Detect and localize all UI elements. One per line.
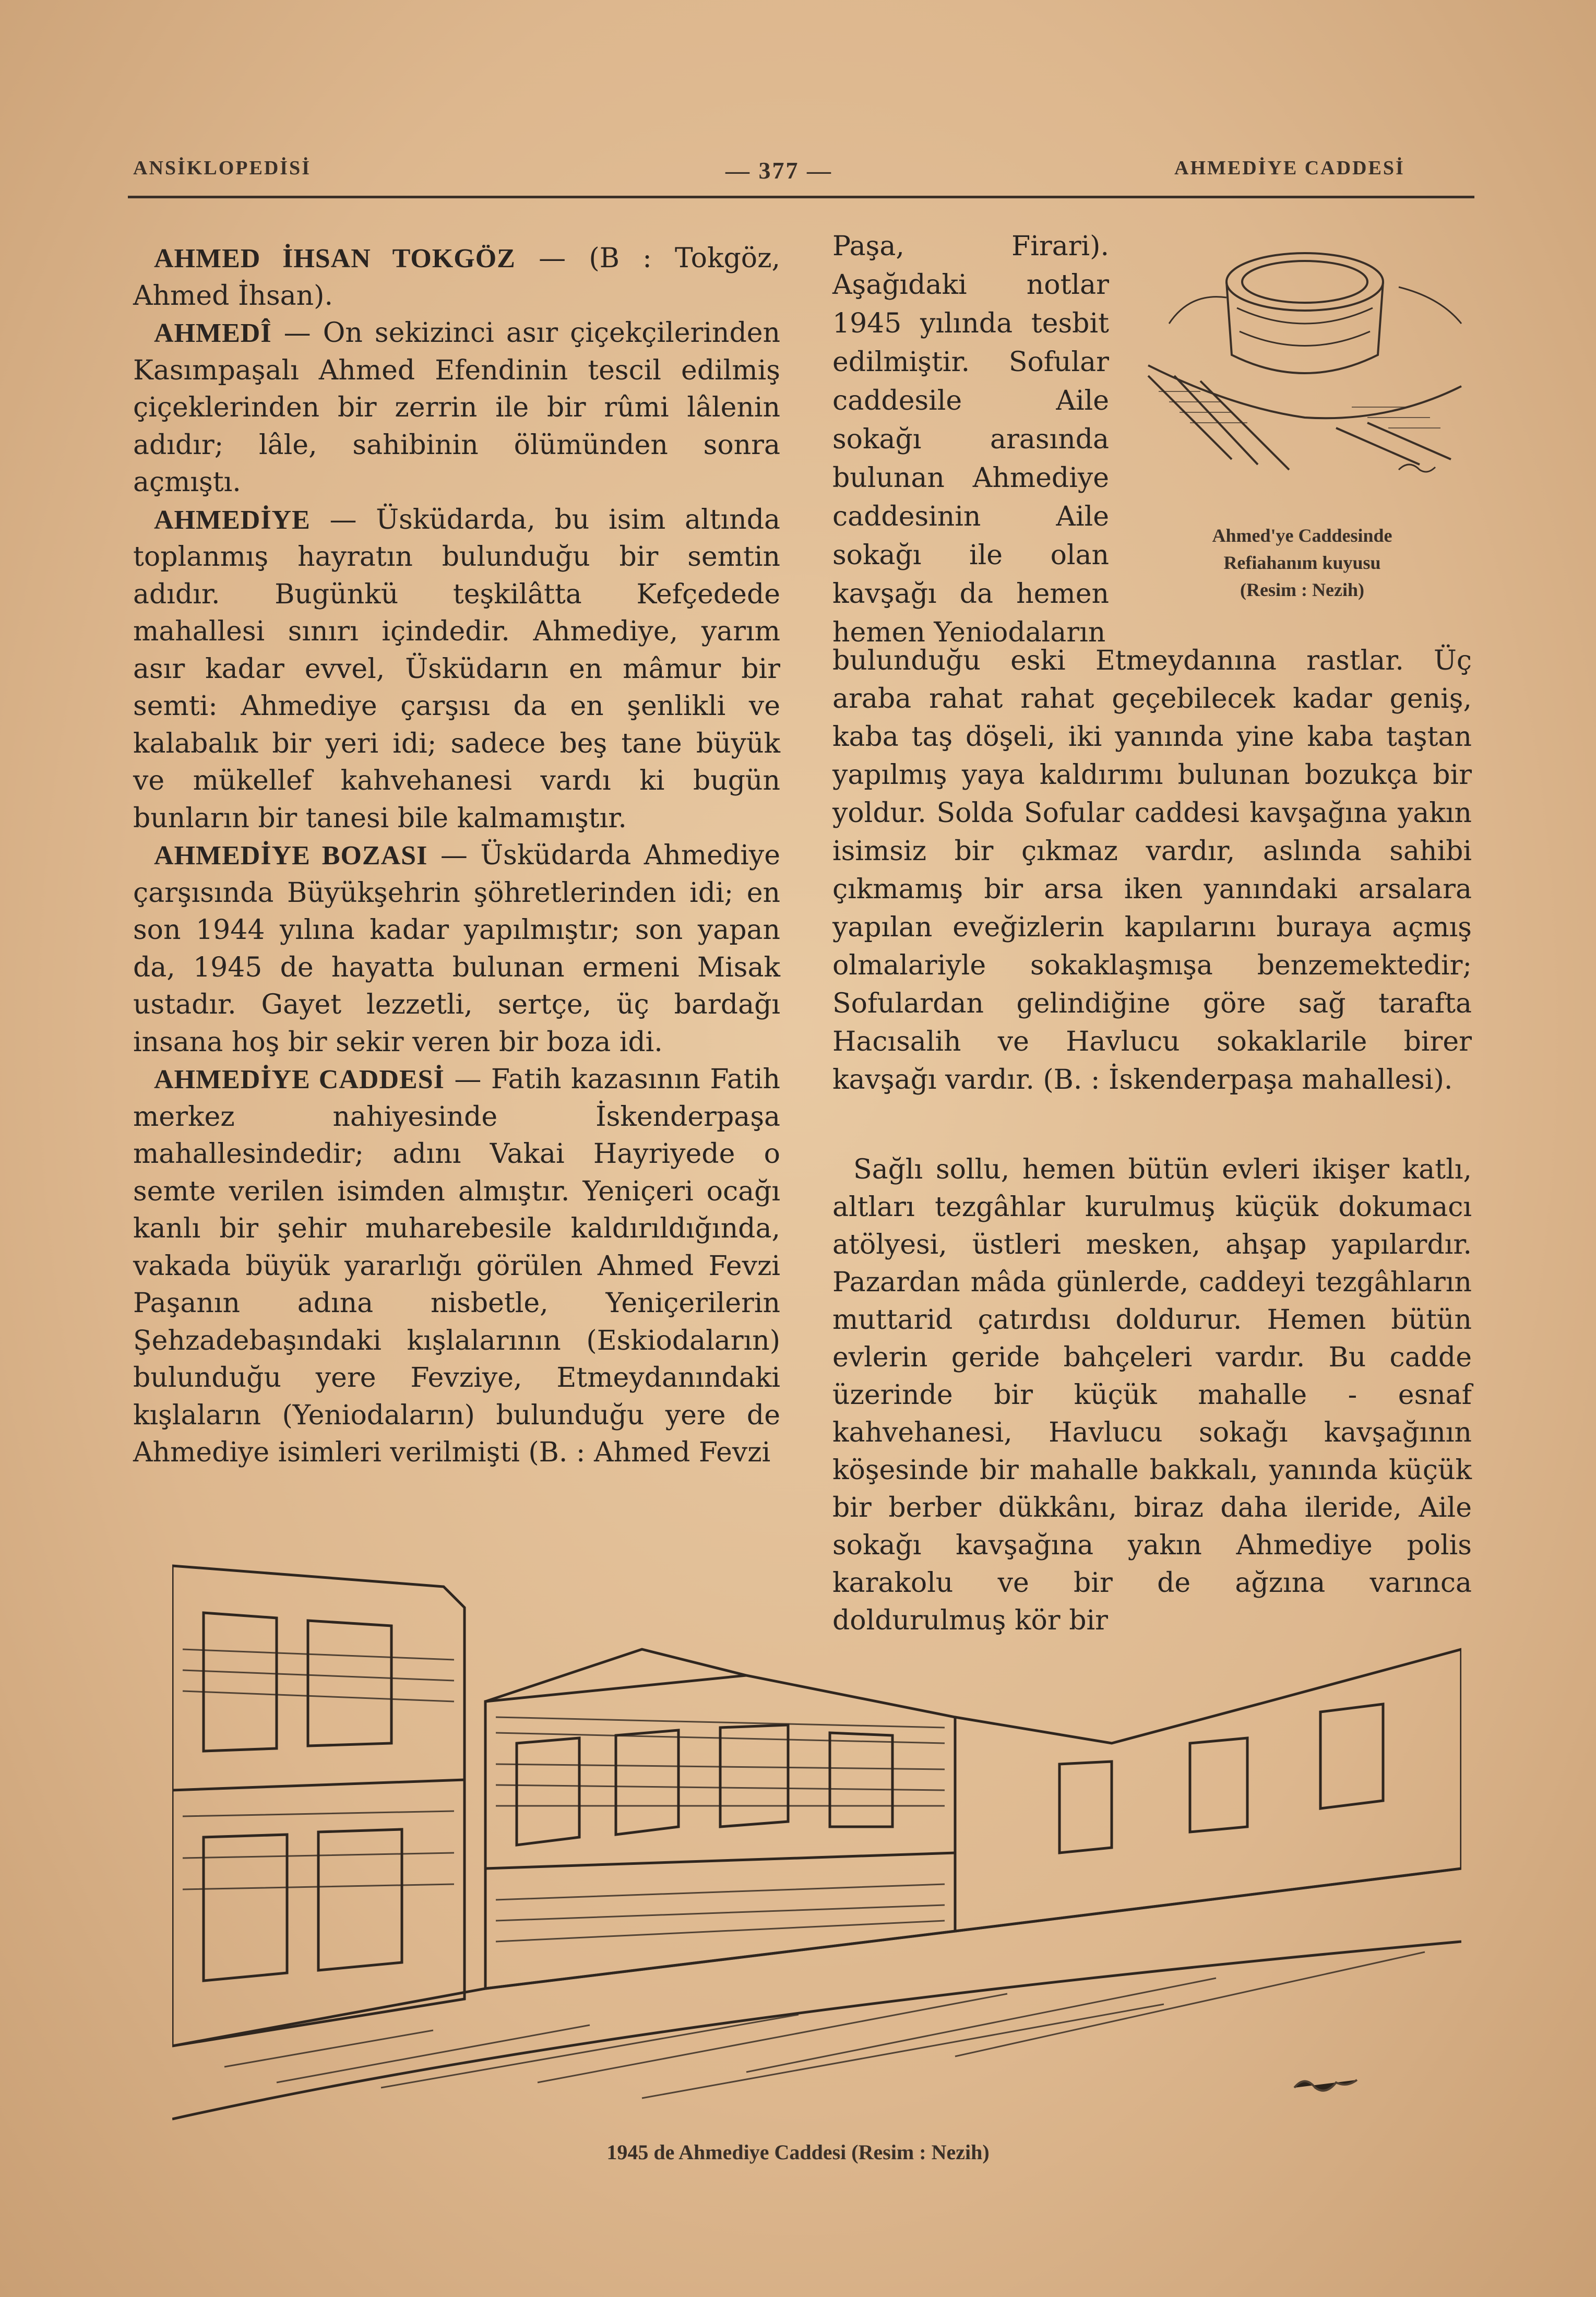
running-header-left: ANSİKLOPEDİSİ [133, 157, 311, 179]
entry-headword: AHMEDÎ [154, 318, 272, 348]
header-rule [128, 196, 1474, 198]
well-illustration [1127, 219, 1482, 511]
entry-text: — Üsküdarda Ahmediye çarşısında Büyükşehrin şöhretlerinden idi; en son 1944 yılına kadar yapılmıştır; son yapan da, 1945 de hayatta bulunan ermeni Misak ustadır. Gayet lezzetli, sertçe, üç bardağı insana hoş bir sekir veren bir boza idi. [133, 840, 781, 1058]
well-caption-line: (Resim : Nezih) [1240, 579, 1364, 600]
street-caption: 1945 de Ahmediye Caddesi (Resim : Nezih) [606, 2140, 990, 2164]
entry-headword: AHMEDİYE BOZASI [154, 841, 428, 871]
entry-headword: AHMED İHSAN TOKGÖZ [154, 244, 516, 273]
entry-ahmediye-caddesi [133, 1061, 780, 1472]
entry-text: — Fatih kazasının Fatih merkez nahiyesinde İskenderpaşa mahallesindedir; adını Vakai Hayriyede o semte verilen isimden almıştır. Yeniçeri ocağı kanlı bir şehir muharebesile kaldırıldığında, vakada büyük yararlığı görülen Ahmed Fevzi Paşanın adına nisbetle, Yeniçerilerin Şehzadebaşındaki kışlalarının (Eskiodaların) bulunduğu yere Fevziye, Etmeydanındaki kışlaların (Yeniodaların) bulunduğu yere de Ahmediye isimleri verilmişti (B. : Ahmed Fevzi [133, 1064, 780, 1468]
well-caption-line: Ahmed'ye Caddesinde [1212, 525, 1392, 546]
entry-headword: AHMEDİYE [154, 505, 311, 535]
entry-continuation-text: bulunduğu eski Etmeydanına rastlar. Üç araba rahat rahat geçebilecek kadar geniş, kaba taş döşeli, iki yanında yine kaba taştan yapılmış yaya kaldırımı bulunan bozukça bir yoldur. Solda Sofular caddesi kavşağına yakın isimsiz bir çıkmaz vardır, aslında sahibi çıkmamış bir arsa iken yanındaki arsalara yapılan eveğizlerin kapılarını buraya açmış olmalariyle sokaklaşmışa benzemektedir; Sofulardan gelindiğine göre sağ tarafta Hacısalih ve Havlucu sokaklarile birer kavşağı vardır. (B. : İskenderpaşa mahallesi). [832, 645, 1472, 1096]
entry-headword: AHMEDİYE CADDESİ [154, 1065, 445, 1094]
entry-ahmediye-bozasi [133, 837, 780, 1061]
entry-text: — Üsküdarda, bu isim altında toplanmış hayratın bulunduğu bir semtin adıdır. Bugünkü teşkilâtta Kefçedede mahallesi sınırı içindedir. Ahmediye, yarım asır kadar evvel, Üsküdarın en mâmur bir semti: Ahmediye çarşısı da en şenlikli ve kalabalık bir yeri idi; sadece beş tane büyük ve mükellef kahvehanesi vardı ki bugün bunların bir tanesi bile kalmamıştır. [133, 504, 780, 834]
entry-continuation: Paşa, Firari). Aşağıdaki notlar 1945 yılında tesbit edilmiştir. Sofular caddesile Aile sokağı arasında bulunan Ahmediye caddesinin Aile sokağı ile olan kavşağı da hemen hemen Yeniodaların [832, 231, 1109, 648]
entry-ahmedi [133, 315, 780, 502]
left-column [133, 240, 780, 1472]
entry-ahmediye [133, 502, 780, 838]
entry-paragraph: Sağlı sollu, hemen bütün evleri ikişer katlı, altları tezgâhlar kurulmuş küçük dokumacı atölyesi, üstleri mesken, ahşap yapılardır. Pazardan mâda günlerde, caddeyi tezgâhların muttarid çatırdısı doldurur. Hemen bütün evlerin geride bahçeleri vardır. Bu cadde üzerinde bir küçük mahalle - esnaf kahvehanesi, Havlucu sokağı kavşağının köşesinde bir mahalle bakkalı, yanında küçük bir berber dükkânı, biraz daha ileride, Aile sokağı kavşağına yakın Ahmediye polis karakolu ve bir de ağzına varınca doldurulmuş kör bir [832, 1154, 1472, 1636]
right-column-top [832, 227, 1109, 652]
street-illustration [172, 1545, 1461, 2129]
entry-text: — (B : Tokgöz, Ahmed İhsan). [133, 243, 780, 312]
entry-text: — On sekizinci asır çiçekçilerinden Kasımpaşalı Ahmed Efendinin tescil edilmiş çiçeklerinden bir zerrin ile bir rûmi lâlenin adıdır; lâle, sahibinin ölümünden sonra açmıştı. [133, 317, 780, 498]
well-caption-line: Refiahanım kuyusu [1223, 552, 1381, 573]
well-caption [1133, 522, 1472, 603]
entry-ahmed-ihsan [133, 240, 780, 315]
right-column-continued [832, 642, 1472, 1099]
page-number: — 377 — [725, 157, 832, 184]
running-header-right: AHMEDİYE CADDESİ [1174, 157, 1405, 179]
